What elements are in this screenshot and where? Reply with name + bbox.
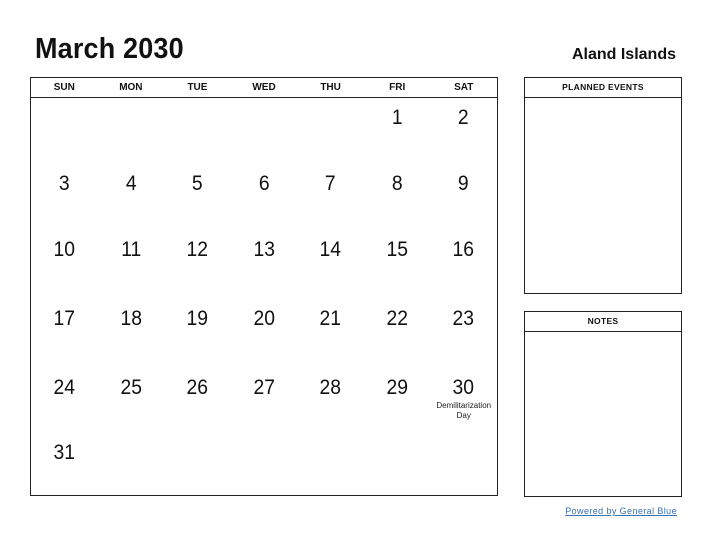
notes-panel — [524, 311, 682, 497]
day-cell — [164, 97, 231, 163]
day-number: 21 — [319, 307, 342, 330]
day-cell — [231, 97, 298, 163]
day-cell — [31, 367, 98, 432]
day-number: 22 — [386, 307, 408, 330]
day-number: 1 — [391, 106, 403, 129]
day-cell — [430, 97, 497, 163]
day-number — [433, 432, 494, 441]
day-number: 17 — [53, 307, 76, 330]
day-number: 25 — [120, 376, 142, 399]
day-cell — [297, 163, 364, 229]
weekday-mon: MON — [119, 82, 143, 93]
week-row — [31, 367, 497, 432]
day-number: 24 — [53, 376, 76, 399]
week-row — [31, 298, 497, 367]
day-number: 2 — [458, 106, 470, 129]
planned-events-heading: PLANNED EVENTS — [525, 78, 681, 98]
day-cell — [297, 432, 364, 496]
day-number — [34, 97, 95, 106]
day-cell — [164, 163, 231, 229]
day-number: 29 — [386, 376, 408, 399]
calendar-grid — [31, 97, 497, 496]
day-number: 20 — [253, 307, 275, 330]
day-number: 27 — [253, 376, 275, 399]
week-row — [31, 432, 497, 496]
weekday-sat: SAT — [454, 82, 474, 93]
week-row — [31, 229, 497, 298]
day-number: 3 — [58, 172, 70, 195]
day-cell — [231, 298, 298, 367]
day-number: 13 — [253, 238, 275, 261]
holiday-label-line2: Day — [456, 411, 471, 420]
region-label: Aland Islands — [571, 46, 676, 63]
day-number: 5 — [192, 172, 203, 195]
day-cell — [98, 163, 165, 229]
day-cell — [297, 229, 364, 298]
weekday-wed: WED — [252, 82, 276, 93]
week-row — [31, 97, 497, 163]
day-cell — [430, 163, 497, 229]
day-number: 6 — [258, 172, 270, 195]
day-number — [233, 432, 294, 441]
day-cell — [297, 367, 364, 432]
day-cell — [98, 432, 165, 496]
day-number: 7 — [325, 172, 336, 195]
day-cell — [231, 432, 298, 496]
week-row — [31, 163, 497, 229]
month-calendar — [30, 77, 498, 496]
day-cell — [98, 298, 165, 367]
day-number — [167, 97, 228, 106]
weekday-sun: SUN — [53, 82, 75, 93]
day-number: 15 — [386, 238, 408, 261]
planned-events-panel — [524, 77, 682, 294]
day-cell — [364, 367, 431, 432]
powered-by-link[interactable]: Powered by General Blue — [565, 506, 677, 516]
day-cell — [98, 229, 165, 298]
day-number: 18 — [120, 307, 142, 330]
day-cell — [164, 432, 231, 496]
day-number: 10 — [53, 238, 76, 261]
weekday-header-row — [31, 78, 497, 98]
day-number — [167, 432, 228, 441]
day-number: 9 — [458, 172, 470, 195]
day-cell — [98, 367, 165, 432]
day-cell — [364, 163, 431, 229]
holiday-label-line1: Demilitarization — [436, 401, 492, 410]
day-cell — [231, 367, 298, 432]
day-cell — [31, 432, 98, 496]
holiday-label — [430, 401, 497, 421]
day-cell — [31, 229, 98, 298]
day-number: 31 — [53, 441, 76, 464]
weekday-fri: FRI — [389, 82, 406, 93]
notes-heading: NOTES — [525, 312, 681, 332]
calendar-title: March 2030 — [35, 33, 184, 65]
day-cell — [364, 97, 431, 163]
day-cell — [297, 97, 364, 163]
day-cell — [430, 432, 497, 496]
day-number: 11 — [120, 238, 141, 261]
day-cell — [164, 367, 231, 432]
day-number: 26 — [186, 376, 209, 399]
day-number: 16 — [453, 238, 475, 261]
day-cell — [164, 229, 231, 298]
day-number: 8 — [391, 172, 403, 195]
day-cell — [231, 229, 298, 298]
day-cell — [31, 163, 98, 229]
weekday-tue: TUE — [187, 82, 208, 93]
day-cell — [98, 97, 165, 163]
day-number — [300, 97, 361, 106]
day-number — [300, 432, 361, 441]
day-number — [100, 432, 161, 441]
day-number — [367, 432, 428, 441]
day-cell — [430, 229, 497, 298]
day-cell — [364, 298, 431, 367]
day-number — [100, 97, 161, 106]
weekday-thu: THU — [320, 82, 341, 93]
day-cell — [31, 298, 98, 367]
day-number: 14 — [319, 238, 342, 261]
day-number: 28 — [319, 376, 342, 399]
day-cell — [297, 298, 364, 367]
day-number: 19 — [186, 307, 209, 330]
day-cell — [164, 298, 231, 367]
day-cell — [231, 163, 298, 229]
day-number: 4 — [125, 172, 137, 195]
day-cell — [364, 432, 431, 496]
day-number — [233, 97, 294, 106]
day-number: 23 — [453, 307, 475, 330]
holiday-day-cell — [430, 367, 497, 432]
day-cell — [364, 229, 431, 298]
day-number: 12 — [186, 238, 209, 261]
day-number: 30 — [453, 376, 475, 399]
day-cell — [31, 97, 98, 163]
day-cell — [430, 298, 497, 367]
